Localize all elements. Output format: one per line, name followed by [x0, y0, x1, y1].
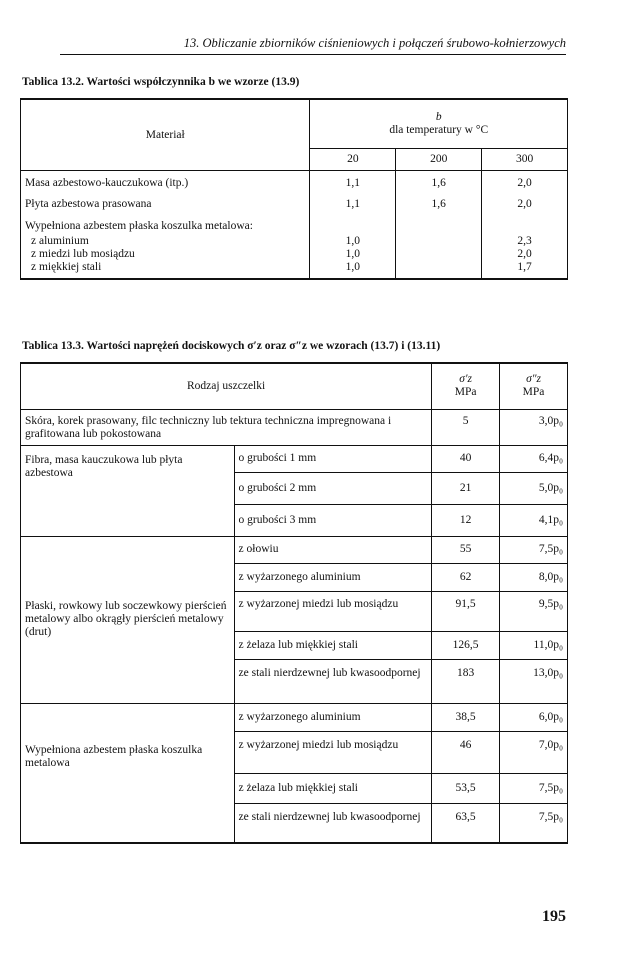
table-cell: 40 — [432, 445, 500, 472]
header-b — [310, 99, 568, 149]
table-cell: 2,0 — [482, 171, 568, 193]
table-cell: 1,0 — [310, 248, 396, 261]
header-gasket-type: Rodzaj uszczelki — [21, 363, 432, 409]
table-cell: 6,0p₀ — [500, 703, 568, 731]
header-material: Materiał — [21, 99, 310, 171]
sigma2-symbol: σ″z — [526, 373, 541, 386]
table-cell: 7,5p₀ — [500, 773, 568, 803]
table-cell: 62 — [432, 563, 500, 591]
table-cell: 8,0p₀ — [500, 563, 568, 591]
table-row-sub: z wyżarzonego aluminium — [234, 703, 432, 731]
table-cell: 1,1 — [310, 171, 396, 193]
temp-200: 200 — [396, 149, 482, 171]
table-cell: 46 — [432, 731, 500, 773]
table-cell: 63,5 — [432, 803, 500, 843]
table-cell: 3,0p₀ — [500, 409, 568, 445]
table-cell: 1,0 — [310, 235, 396, 248]
table-cell: 55 — [432, 536, 500, 563]
table-cell: 1,6 — [396, 171, 482, 193]
table-cell: 1,6 — [396, 193, 482, 215]
page-number: 195 — [542, 908, 566, 925]
table-row-sub: z ołowiu — [234, 536, 432, 563]
table-cell: 5,0p₀ — [500, 472, 568, 504]
table-cell: 2,3 — [482, 235, 568, 248]
table-cell: 12 — [432, 504, 500, 536]
unit-label: MPa — [522, 386, 545, 399]
table-cell: 38,5 — [432, 703, 500, 731]
table-cell: 7,5p₀ — [500, 803, 568, 843]
table-cell: 2,0 — [482, 248, 568, 261]
table-contact-stress — [20, 362, 568, 844]
table-row-sub: z wyżarzonej miedzi lub mosiądzu — [234, 731, 432, 773]
table-cell: 9,5p₀ — [500, 591, 568, 631]
table-cell: 4,1p₀ — [500, 504, 568, 536]
table-cell: 1,1 — [310, 193, 396, 215]
table-cell: 53,5 — [432, 773, 500, 803]
table-cell: 183 — [432, 659, 500, 703]
table-row-sub: o grubości 3 mm — [234, 504, 432, 536]
temp-300: 300 — [482, 149, 568, 171]
table-row-sub: z żelaza lub miękkiej stali — [234, 631, 432, 659]
table-row-name: Płyta azbestowa prasowana — [21, 193, 310, 215]
table-row-name: z miedzi lub mosiądzu — [21, 248, 310, 261]
table-cell: 126,5 — [432, 631, 500, 659]
table-row-sub: z wyżarzonego aluminium — [234, 563, 432, 591]
table-row-name: Masa azbestowo-kauczukowa (itp.) — [21, 171, 310, 193]
sigma1-symbol: σ′z — [459, 373, 472, 386]
b-symbol: b — [435, 111, 442, 124]
table-row-sub: z wyżarzonej miedzi lub mosiądzu — [234, 591, 432, 631]
table-b-coefficient — [20, 98, 568, 280]
table-cell: 7,0p₀ — [500, 731, 568, 773]
table-row-sub: ze stali nierdzewnej lub kwasoodpornej — [234, 803, 432, 843]
table-row-name: z aluminium — [21, 235, 310, 248]
temp-20: 20 — [310, 149, 396, 171]
table-cell: 2,0 — [482, 193, 568, 215]
table-cell: 21 — [432, 472, 500, 504]
table-cell: 6,4p₀ — [500, 445, 568, 472]
table1-caption: Tablica 13.2. Wartości współczynnika b we wzorze (13.9) — [22, 76, 300, 88]
table-row-name: Wypełniona azbestem płaska koszulka metalowa: — [21, 215, 310, 235]
group-name: Fibra, masa kauczukowa lub płyta azbestowa — [21, 445, 235, 536]
table-row-sub: ze stali nierdzewnej lub kwasoodpornej — [234, 659, 432, 703]
table-cell: 91,5 — [432, 591, 500, 631]
table-row-name: Skóra, korek prasowany, filc techniczny lub tektura techniczna impregnowana i grafitowana lub pokostowana — [21, 409, 432, 445]
table-row-name: z miękkiej stali — [21, 261, 310, 279]
group-name: Płaski, rowkowy lub soczewkowy pierścień metalowy albo okrągły pierścień metalowy (drut) — [21, 536, 235, 703]
running-header: 13. Obliczanie zbiorników ciśnieniowych i połączeń śrubowo-kołnierzowych — [60, 36, 566, 55]
table-row-sub: z żelaza lub miękkiej stali — [234, 773, 432, 803]
table-cell: 5 — [432, 409, 500, 445]
table-cell: 11,0p₀ — [500, 631, 568, 659]
table-cell: 1,7 — [482, 261, 568, 279]
table-row-sub: o grubości 2 mm — [234, 472, 432, 504]
header-sigma1 — [432, 363, 500, 409]
unit-label: MPa — [454, 386, 477, 399]
table-cell: 1,0 — [310, 261, 396, 279]
temp-label: dla temperatury w °C — [389, 124, 489, 137]
table2-caption: Tablica 13.3. Wartości naprężeń dociskowych σ′z oraz σ″z we wzorach (13.7) i (13.11) — [22, 340, 441, 352]
header-sigma2 — [500, 363, 568, 409]
table-cell: 13,0p₀ — [500, 659, 568, 703]
table-row-sub: o grubości 1 mm — [234, 445, 432, 472]
group-name: Wypełniona azbestem płaska koszulka metalowa — [21, 703, 235, 843]
table-cell: 7,5p₀ — [500, 536, 568, 563]
